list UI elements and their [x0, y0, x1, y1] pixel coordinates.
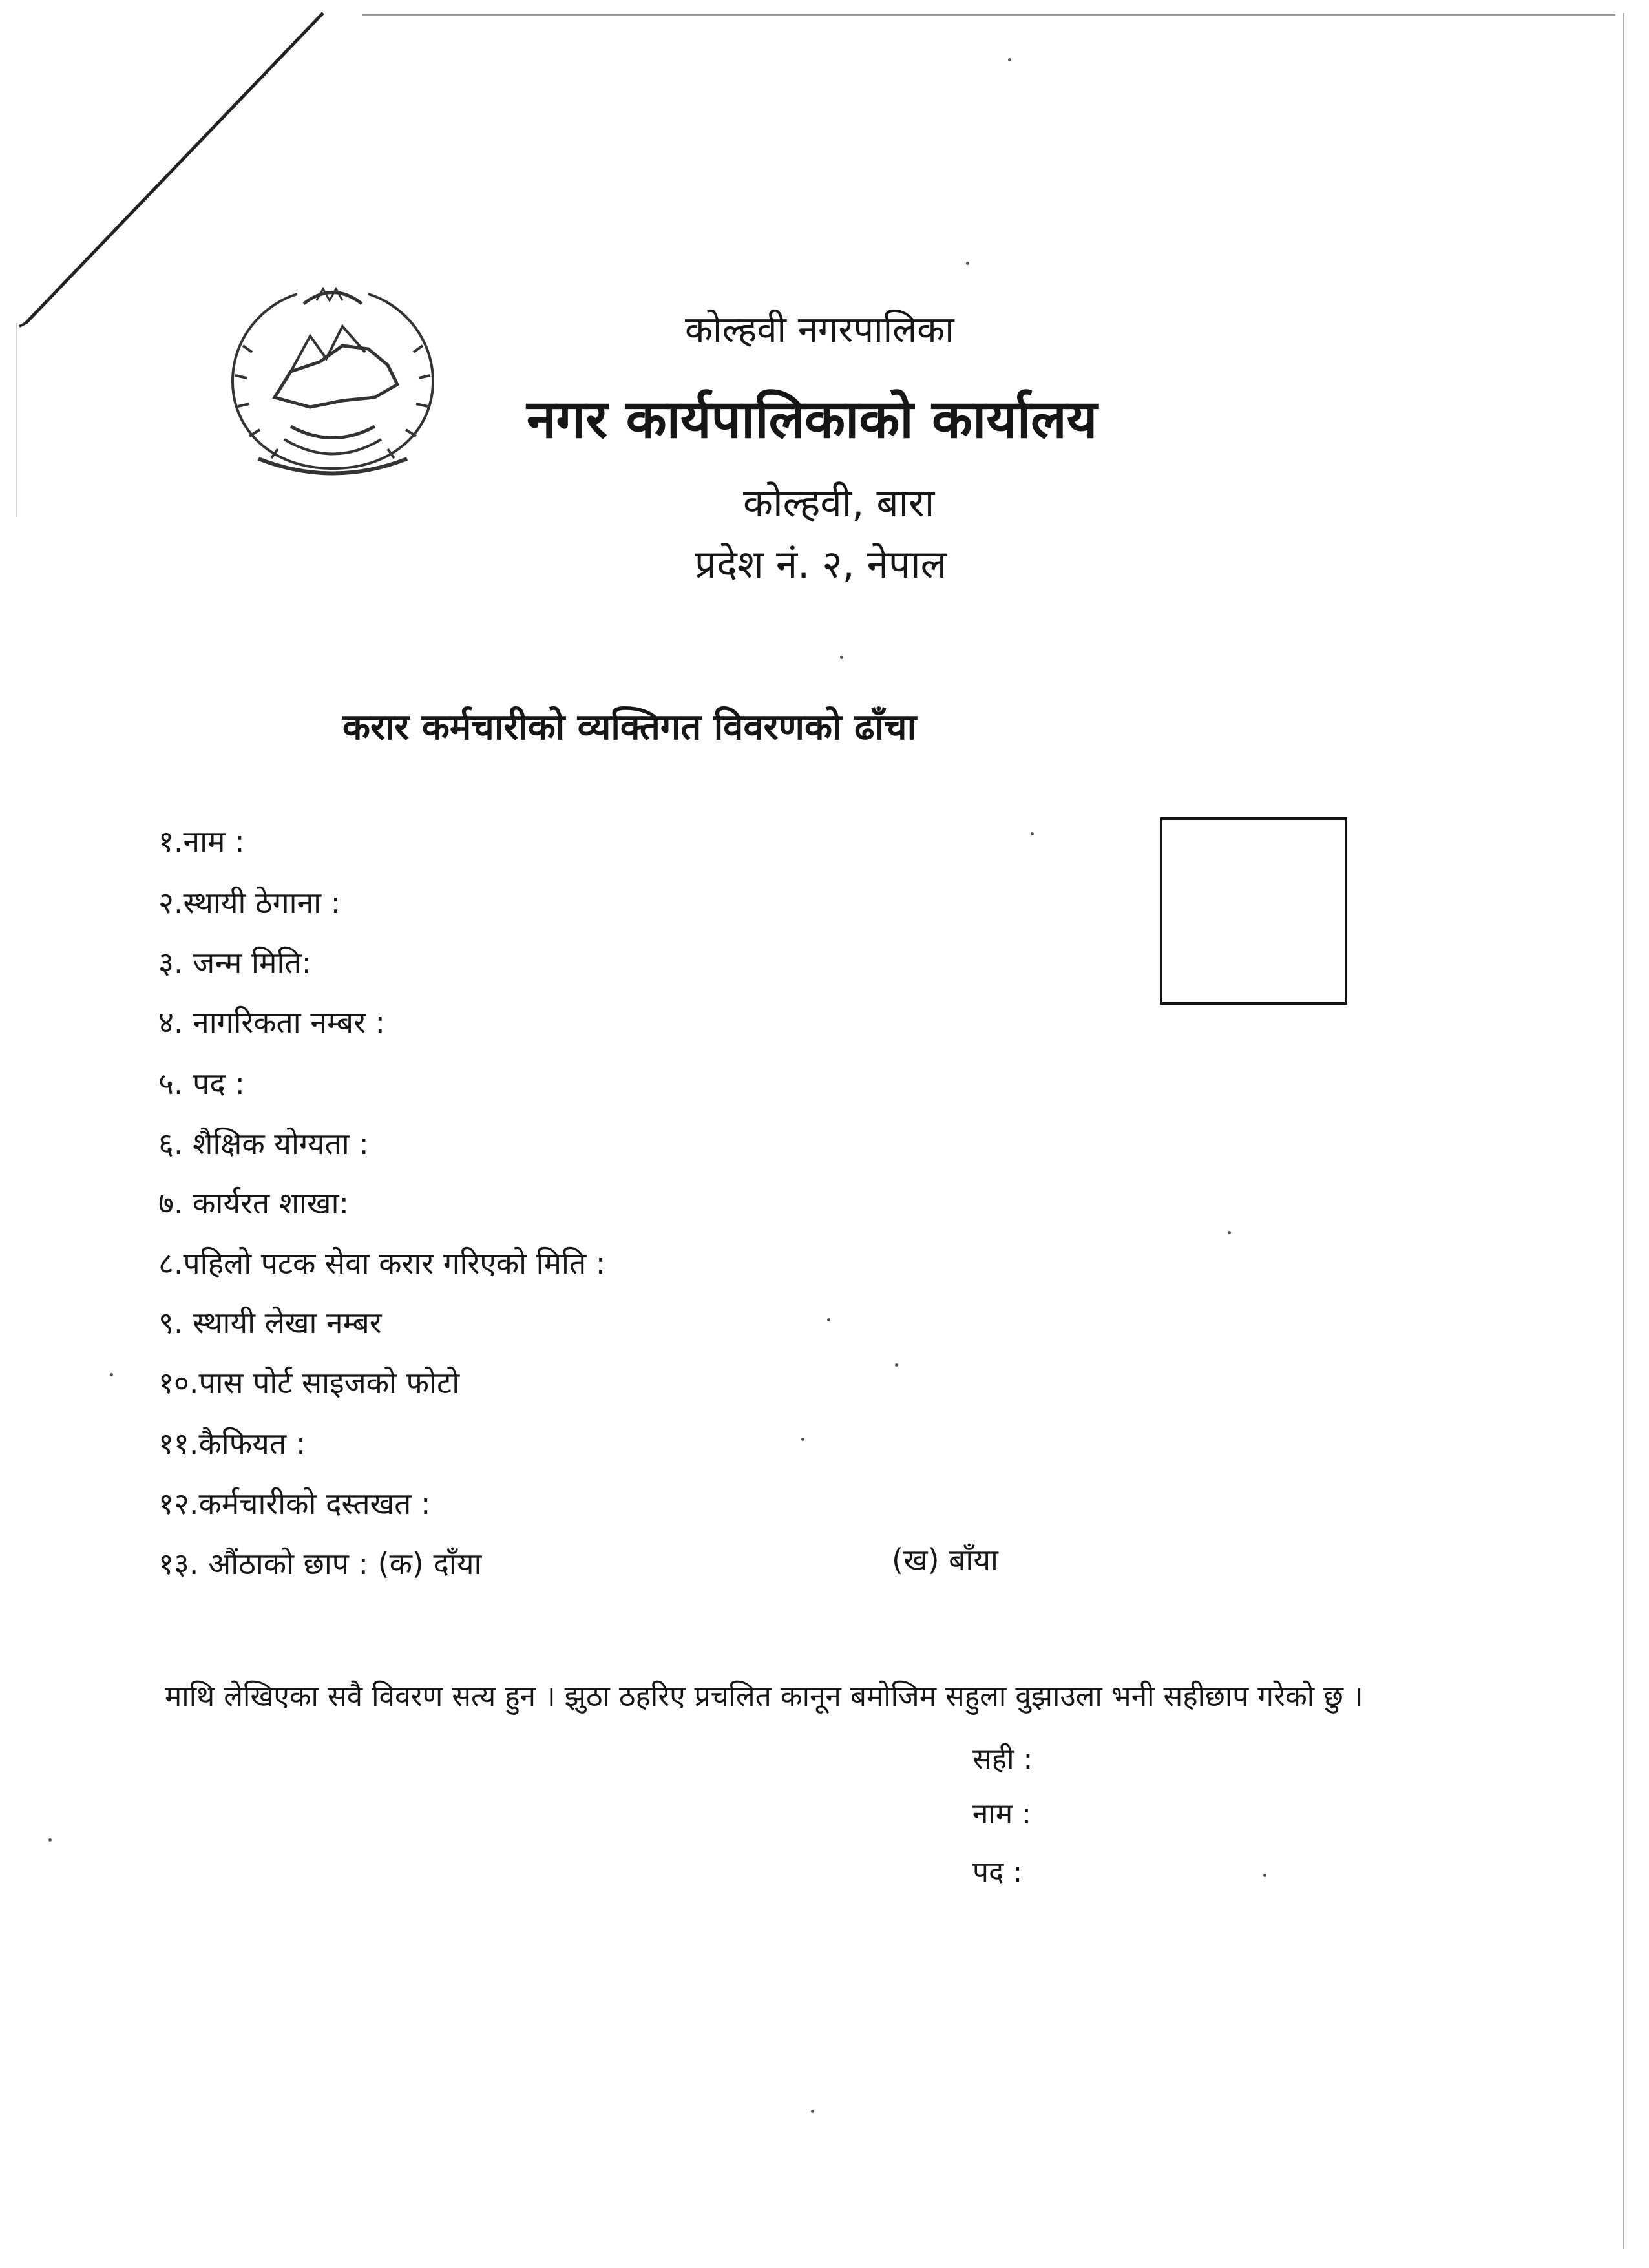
- office-title: नगर कार्यपालिकाको कार्यालय: [527, 389, 1098, 450]
- signature-sign: सही :: [972, 1743, 1033, 1776]
- scan-speck: [1263, 1874, 1266, 1877]
- field-date-of-birth: ३. जन्म मिति:: [158, 945, 312, 980]
- signature-post: पद :: [972, 1856, 1023, 1889]
- scan-speck: [1008, 58, 1011, 61]
- scan-speck: [840, 656, 843, 659]
- field-first-contract-date: ८.पहिलो पटक सेवा करार गरिएको मिति :: [158, 1246, 606, 1281]
- field-permanent-account-number: ९. स्थायी लेखा नम्बर: [158, 1305, 382, 1340]
- scan-speck: [801, 1438, 804, 1441]
- scan-speck: [110, 1373, 113, 1376]
- declaration-text: माथि लेखिएका सवै विवरण सत्य हुन । झुठा ठहरिए प्रचलित कानून बमोजिम सहुला वुझाउला भनी सहीछाप गरेको छु ।: [165, 1680, 1363, 1713]
- office-province: प्रदेश नं. २, नेपाल: [695, 542, 947, 587]
- field-thumbprint-left: (ख) बाँया: [892, 1542, 998, 1577]
- nepal-emblem-icon: [213, 275, 452, 481]
- scan-speck: [1031, 832, 1034, 835]
- field-permanent-address: २.स्थायी ठेगाना :: [158, 885, 341, 920]
- field-name: १.नाम :: [158, 824, 245, 859]
- scan-edge-top: [362, 14, 1615, 16]
- field-qualification: ६. शैक्षिक योग्यता :: [158, 1126, 369, 1161]
- field-branch: ७. कार्यरत शाखा:: [158, 1186, 349, 1221]
- field-employee-signature: १२.कर्मचारीको दस्तखत :: [158, 1486, 431, 1521]
- scan-speck: [895, 1363, 898, 1367]
- scan-speck: [827, 1318, 830, 1321]
- field-passport-photo: १०.पास पोर्ट साइजको फोटो: [158, 1365, 460, 1400]
- office-location: कोल्हवी, बारा: [743, 481, 935, 526]
- form-title: करार कर्मचारीको व्यक्तिगत विवरणको ढाँचा: [342, 706, 917, 748]
- scan-speck: [811, 2110, 814, 2113]
- signature-name: नाम :: [972, 1798, 1031, 1831]
- field-citizenship-number: ४. नागरिकता नम्बर :: [158, 1005, 385, 1040]
- field-thumbprint-right: १३. औंठाको छाप : (क) दाँया: [158, 1546, 482, 1581]
- scan-edge-right: [1623, 13, 1624, 2249]
- scan-speck: [966, 262, 969, 265]
- field-post: ५. पद :: [158, 1066, 245, 1101]
- municipality-name: कोल्हवी नगरपालिका: [685, 309, 954, 351]
- scan-speck: [1228, 1231, 1231, 1234]
- scan-speck: [48, 1838, 52, 1842]
- photo-box: [1160, 817, 1347, 1005]
- field-remarks: ११.कैफियत :: [158, 1426, 306, 1461]
